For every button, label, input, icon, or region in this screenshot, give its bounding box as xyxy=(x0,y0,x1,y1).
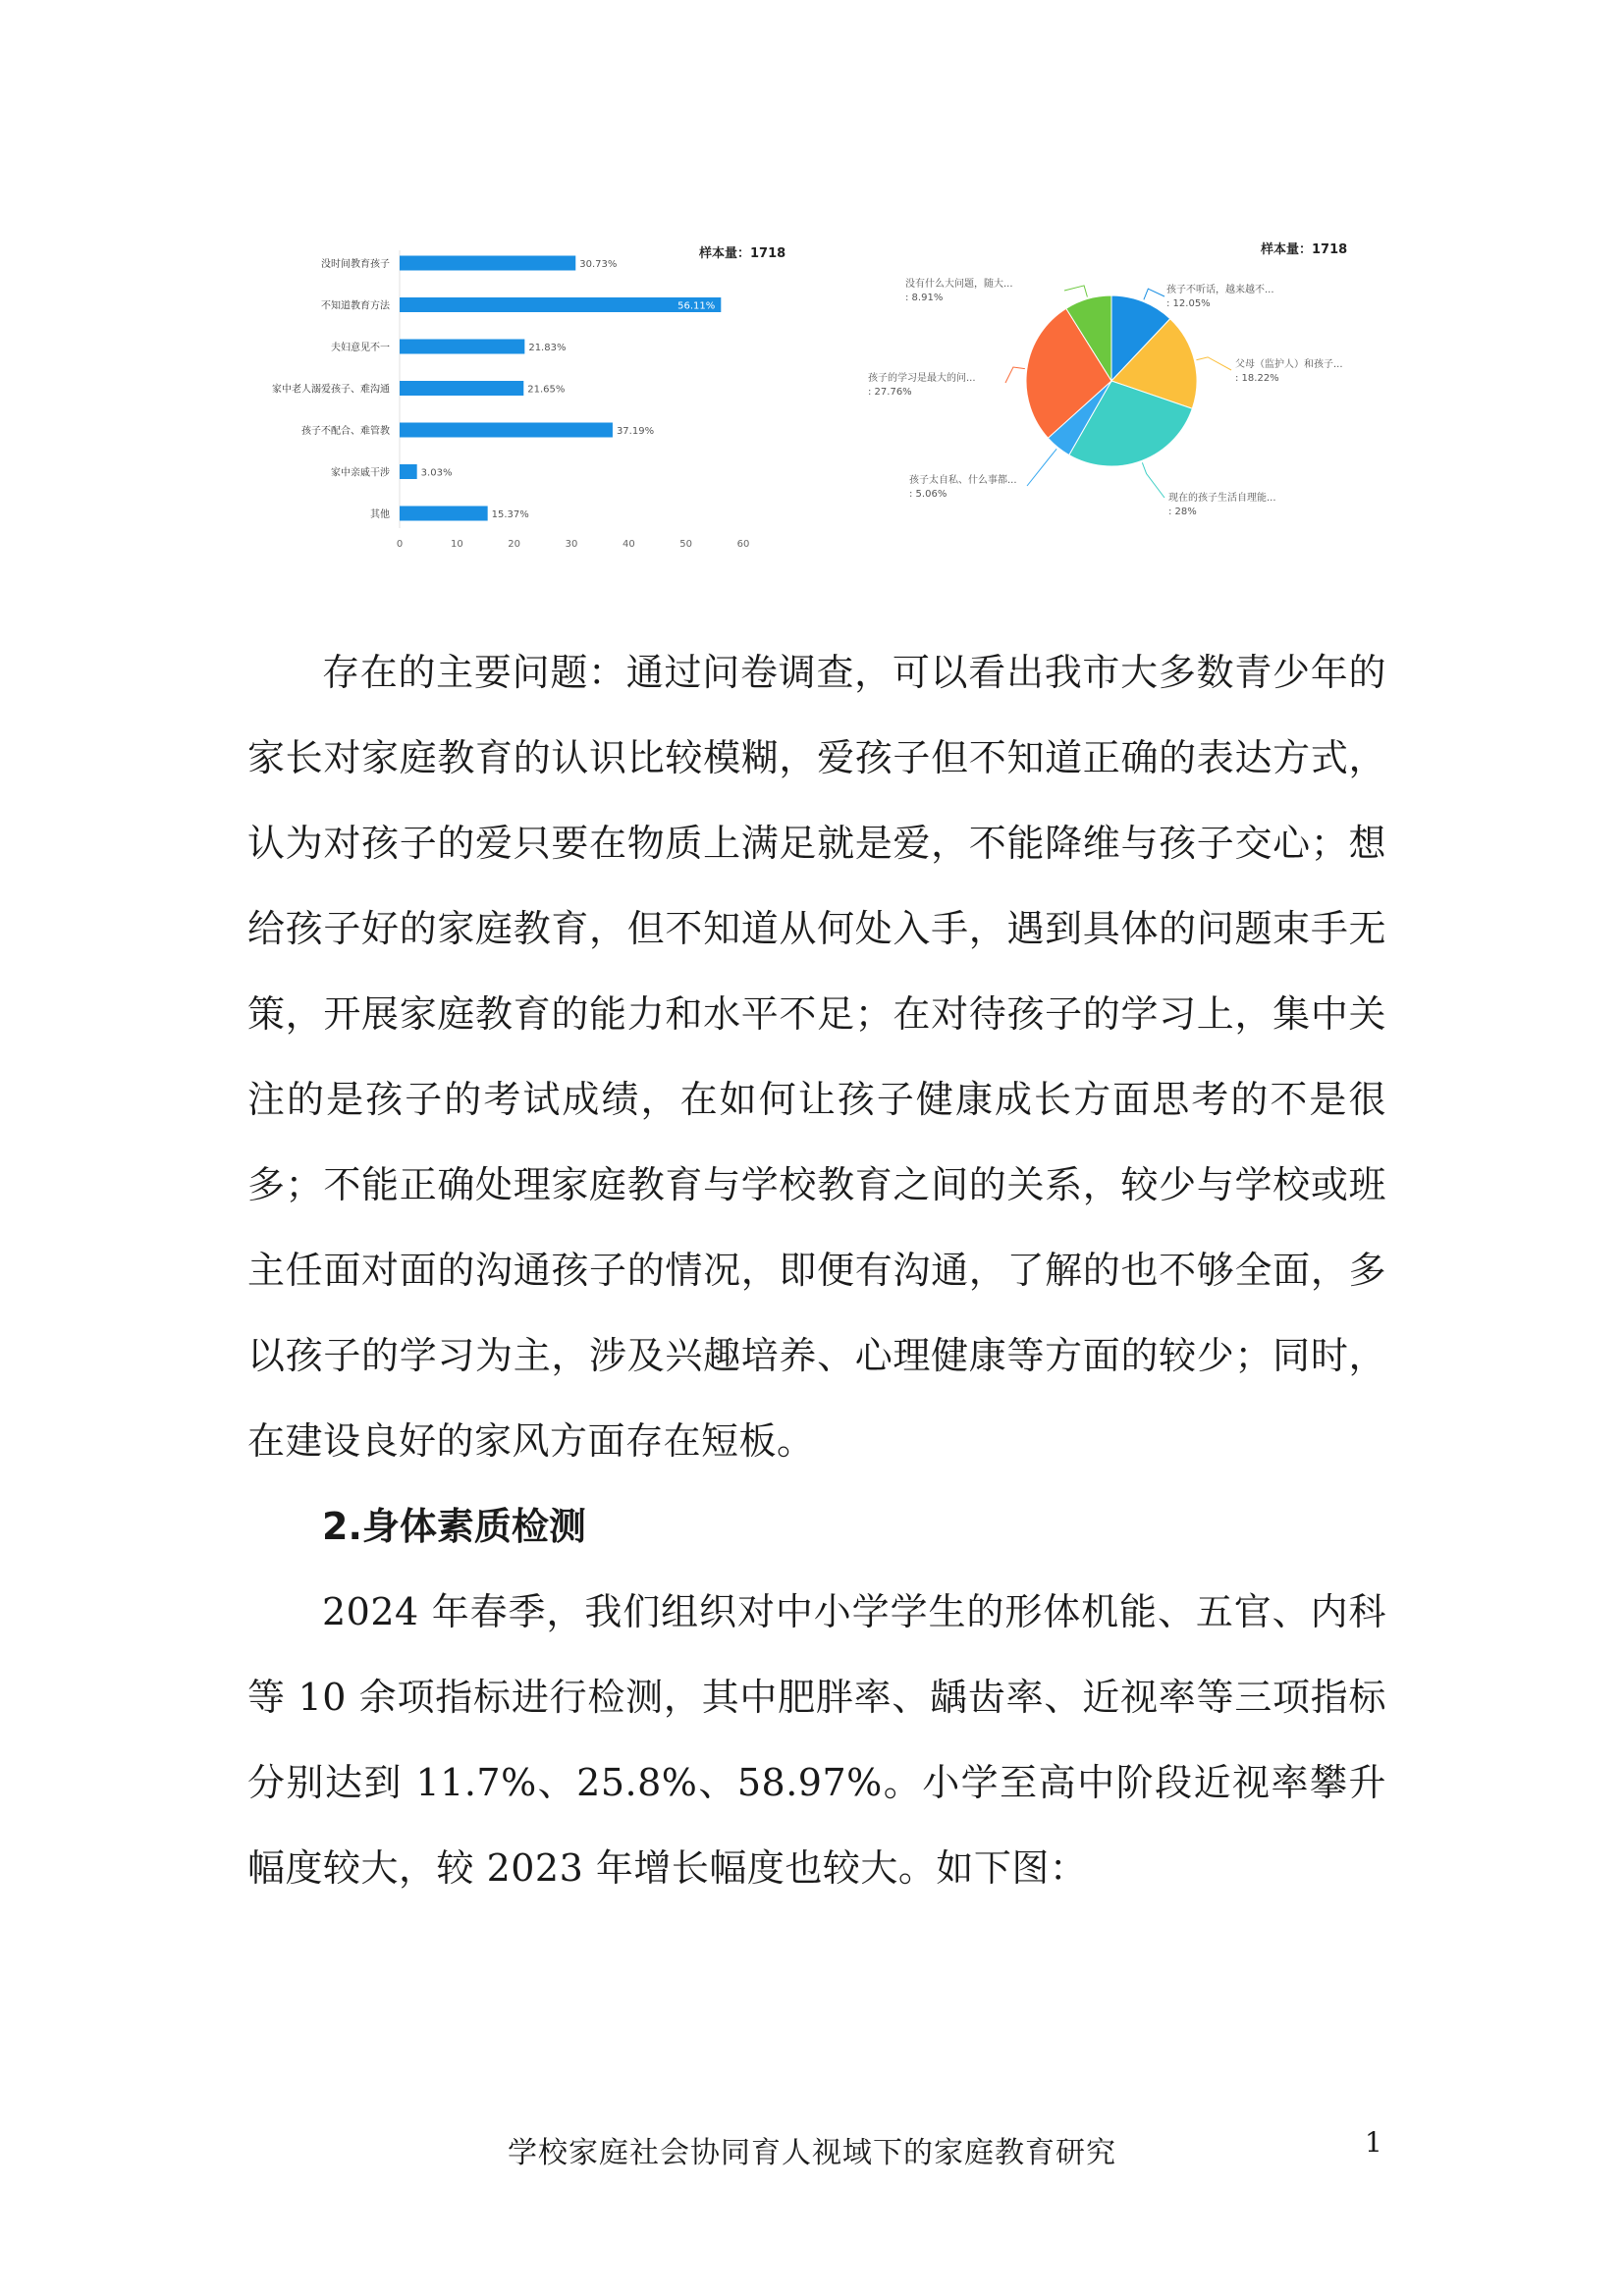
bar-category-label: 不知道教育方法 xyxy=(321,300,390,312)
bar-category-label: 孩子不配合、难管教 xyxy=(301,426,390,437)
pie-leader-line xyxy=(1144,289,1164,299)
charts-area xyxy=(0,0,1624,589)
bar-mark xyxy=(400,381,523,396)
bar-xtick-label: 40 xyxy=(622,539,635,550)
bar-mark xyxy=(400,297,721,312)
bar-xtick-label: 30 xyxy=(565,539,578,550)
pie-slice-value: : 8.91% xyxy=(905,293,944,303)
bar-mark xyxy=(400,507,488,521)
bar-category-label: 家中亲戚干涉 xyxy=(331,467,390,479)
bar-chart xyxy=(272,245,785,550)
bar-xtick-label: 50 xyxy=(679,539,693,550)
bar-xtick-label: 0 xyxy=(396,539,404,550)
pie-leader-line xyxy=(1027,449,1056,486)
body-text xyxy=(247,630,1386,1911)
pie-slice-value: : 28% xyxy=(1168,507,1197,517)
pie-slice-label: 孩子太自私、什么事都... xyxy=(909,475,1017,486)
section-heading: 2.身体素质检测 xyxy=(322,1505,586,1548)
pie-leader-line xyxy=(1142,462,1164,498)
bar-category-label: 家中老人溺爱孩子、难沟通 xyxy=(272,384,390,396)
bar-mark xyxy=(400,340,524,354)
pie-leader-line xyxy=(1064,286,1087,297)
pie-slice-label: 现在的孩子生活自理能... xyxy=(1168,493,1276,504)
bar-value-label: 21.65% xyxy=(527,384,566,396)
pie-leader-line xyxy=(1196,357,1231,370)
pie-slice-value: : 18.22% xyxy=(1235,373,1279,384)
bar-value-label: 30.73% xyxy=(579,259,618,270)
pie-slice-value: : 27.76% xyxy=(868,387,912,398)
footer-title: 学校家庭社会协同育人视域下的家庭教育研究 xyxy=(508,2136,1116,2170)
bar-value-label: 3.03% xyxy=(420,467,453,479)
pie-slice-label: 没有什么大问题，随大... xyxy=(905,279,1013,290)
bar-category-label: 其他 xyxy=(370,509,390,520)
pie-slice-value: : 5.06% xyxy=(909,489,947,500)
pie-slice-label: 孩子的学习是最大的问... xyxy=(868,373,976,384)
bar-xtick-label: 10 xyxy=(450,539,463,550)
bar-value-label: 37.19% xyxy=(616,426,655,437)
bar-value-label: 15.37% xyxy=(491,509,529,520)
page-number: 1 xyxy=(1365,2126,1382,2159)
pie-slice-label: 父母（监护人）和孩子... xyxy=(1235,359,1343,370)
bar-xtick-label: 20 xyxy=(508,539,521,550)
bar-xtick-label: 60 xyxy=(736,539,750,550)
bar-chart-sample-label: 样本量：1718 xyxy=(699,246,786,261)
pie-chart xyxy=(868,241,1347,517)
problem-paragraph: 存在的主要问题：通过问卷调查，可以看出我市大多数青少年的家长对家庭教育的认识比较模糊，爱孩子但不知道正确的表达方式，认为对孩子的爱只要在物质上满足就是爱，不能降维与孩子交心；想给孩子好的家庭教育，但不知道从何处入手，遇到具体的问题束手无策，开展家庭教育的能力和水平不足；在对待孩子的学习上，集中关注的是孩子的考试成绩，在如何让孩子健康成长方面思考的不是很多；不能正确处理家庭教育与学校教育之间的关系，较少与学校或班主任面对面的沟通孩子的情况，即便有沟通，了解的也不够全面，多以孩子的学习为主，涉及兴趣培养、心理健康等方面的较少；同时，在建设良好的家风方面存在短板。 xyxy=(247,651,1386,1463)
bar-mark xyxy=(400,464,417,479)
pie-slice-value: : 12.05% xyxy=(1166,298,1211,309)
pie-slice-label: 孩子不听话，越来越不... xyxy=(1166,285,1274,295)
physical-test-paragraph: 2024 年春季，我们组织对中小学学生的形体机能、五官、内科等 10 余项指标进行检测，其中肥胖率、龋齿率、近视率等三项指标分别达到 11.7%、25.8%、58.97%。小学至高中阶段近视率攀升幅度较大，较 2023 年增长幅度也较大。如下图： xyxy=(247,1590,1386,1890)
bar-category-label: 没时间教育孩子 xyxy=(321,259,390,270)
bar-category-label: 夫妇意见不一 xyxy=(331,343,390,353)
bar-value-label: 21.83% xyxy=(528,343,567,353)
bar-value-label: 56.11% xyxy=(677,300,716,312)
bar-mark xyxy=(400,423,613,438)
bar-mark xyxy=(400,256,575,271)
pie-chart-sample-label: 样本量：1718 xyxy=(1261,242,1348,257)
pie-leader-line xyxy=(1005,367,1025,383)
